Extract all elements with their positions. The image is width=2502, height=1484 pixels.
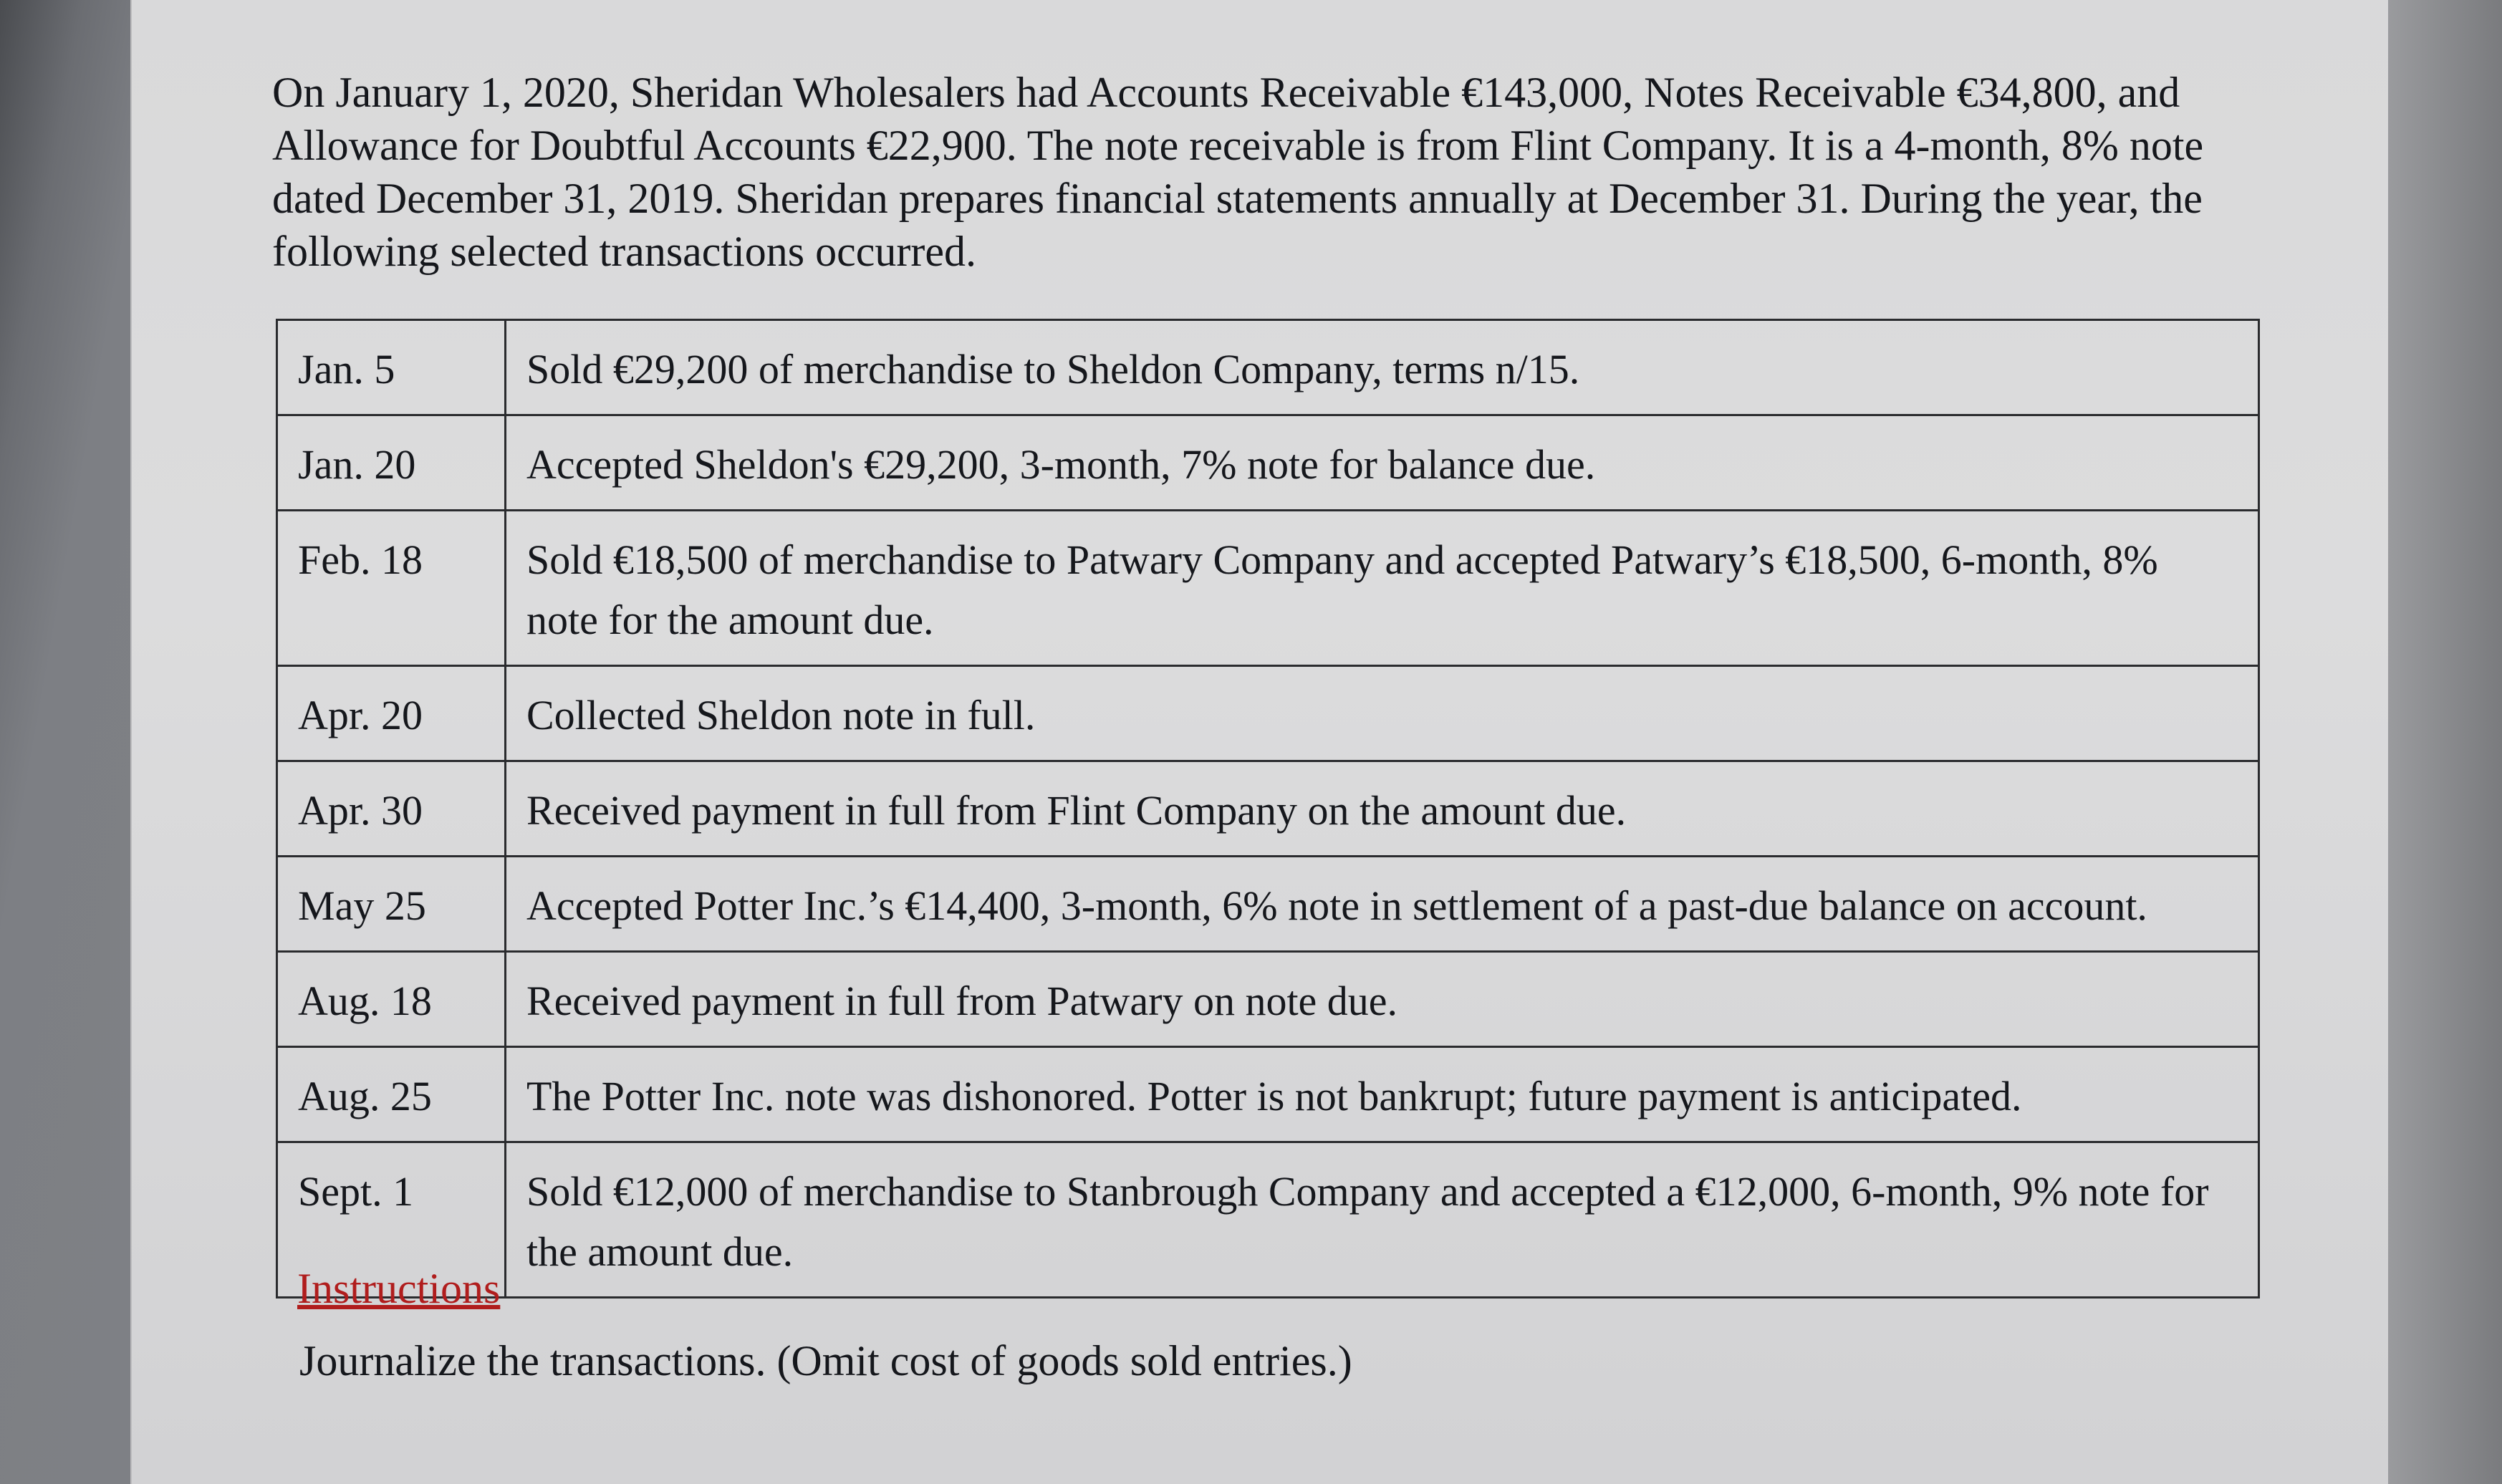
transaction-description: Sold €18,500 of merchandise to Patwary Company and accepted Patwary’s €18,500, 6-month, 8% note for the amount due.	[506, 511, 2259, 666]
transaction-description: Sold €29,200 of merchandise to Sheldon Company, terms n/15.	[506, 320, 2259, 415]
table-row	[277, 511, 2259, 666]
scrollbar-track[interactable]	[2388, 0, 2502, 1484]
transaction-date: Aug. 25	[277, 1047, 506, 1142]
instructions-link[interactable]: Instructions	[297, 1265, 501, 1312]
table-row	[277, 1047, 2259, 1142]
transaction-date: Jan. 20	[277, 415, 506, 511]
table-row	[277, 666, 2259, 761]
table-row	[277, 952, 2259, 1047]
table-row	[277, 857, 2259, 952]
transaction-description: Received payment in full from Patwary on note due.	[506, 952, 2259, 1047]
transaction-description: Sold €12,000 of merchandise to Stanbrough Company and accepted a €12,000, 6-month, 9% note for the amount due.	[506, 1142, 2259, 1298]
transaction-description: Received payment in full from Flint Company on the amount due.	[506, 761, 2259, 857]
transactions-table	[276, 319, 2260, 1298]
table-row	[277, 320, 2259, 415]
transaction-date: Aug. 18	[277, 952, 506, 1047]
transaction-date: Jan. 5	[277, 320, 506, 415]
transaction-description: The Potter Inc. note was dishonored. Potter is not bankrupt; future payment is anticipated.	[506, 1047, 2259, 1142]
transaction-description: Accepted Potter Inc.’s €14,400, 3-month, 6% note in settlement of a past-due balance on account.	[506, 857, 2259, 952]
transaction-description: Collected Sheldon note in full.	[506, 666, 2259, 761]
transaction-date: Apr. 20	[277, 666, 506, 761]
transaction-date: Apr. 30	[277, 761, 506, 857]
table-row	[277, 415, 2259, 511]
table-row	[277, 761, 2259, 857]
transaction-date: Feb. 18	[277, 511, 506, 666]
problem-intro: On January 1, 2020, Sheridan Wholesalers had Accounts Receivable €143,000, Notes Receivable €34,800, and Allowance for Doubtful Accounts €22,900. The note receivable is from Flint Company. It is a 4-month, 8% note dated December 31, 2019. Sheridan prepares financial statements annually at December 31. During the year, the following selected transactions occurred.	[272, 69, 2204, 275]
transaction-date: May 25	[277, 857, 506, 952]
table-row	[277, 1142, 2259, 1298]
transaction-description: Accepted Sheldon's €29,200, 3-month, 7% note for balance due.	[506, 415, 2259, 511]
instructions-text: Journalize the transactions. (Omit cost of goods sold entries.)	[299, 1337, 1352, 1384]
transaction-date: Sept. 1	[277, 1142, 506, 1298]
